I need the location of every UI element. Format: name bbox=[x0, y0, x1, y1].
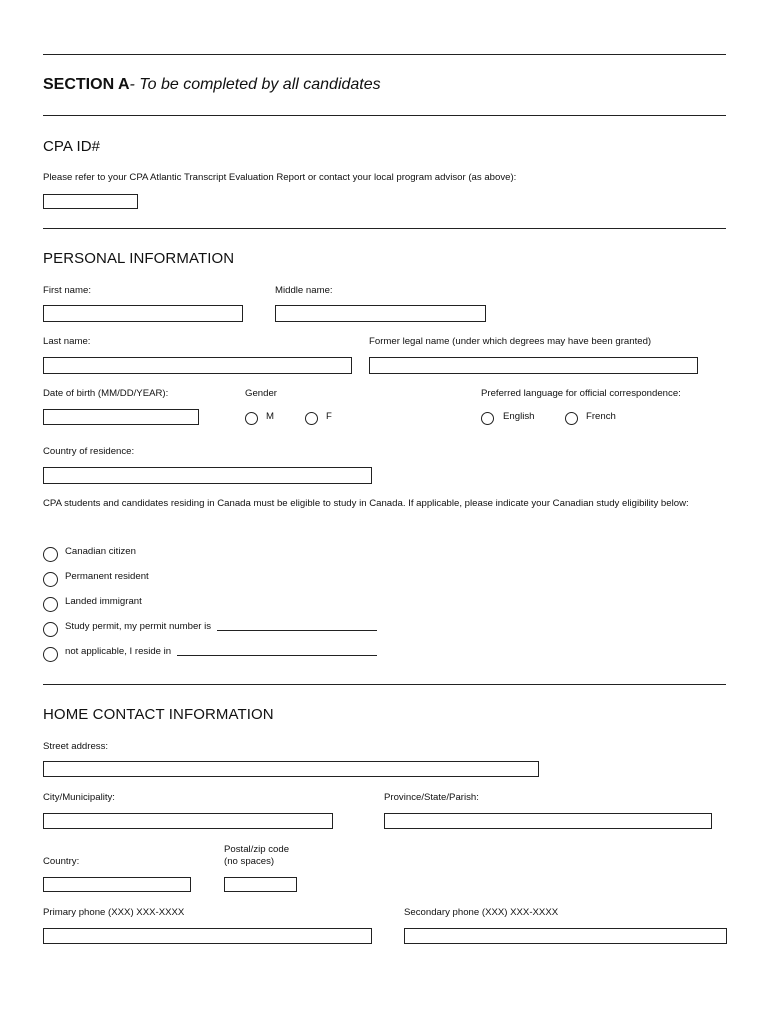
eligibility-na-radio[interactable] bbox=[43, 647, 58, 662]
language-english-radio[interactable] bbox=[481, 412, 494, 425]
home-contact-heading: HOME CONTACT INFORMATION bbox=[43, 706, 274, 723]
province-label: Province/State/Parish: bbox=[384, 792, 479, 803]
street-field[interactable] bbox=[43, 761, 539, 777]
eligibility-permit-label: Study permit, my permit number is bbox=[65, 621, 212, 632]
eligibility-permit-radio[interactable] bbox=[43, 622, 58, 637]
eligibility-text: CPA students and candidates residing in Canada must be eligible to study in Canada. If applicable, please indicate your Canadian study eligibility below: bbox=[43, 498, 689, 509]
country-field[interactable] bbox=[43, 877, 191, 892]
language-french-radio[interactable] bbox=[565, 412, 578, 425]
city-label: City/Municipality: bbox=[43, 792, 115, 803]
eligibility-permanent-label: Permanent resident bbox=[65, 571, 149, 582]
personal-info-heading: PERSONAL INFORMATION bbox=[43, 250, 235, 267]
country-residence-field[interactable] bbox=[43, 467, 372, 484]
language-english-label: English bbox=[503, 411, 535, 422]
cpa-id-field[interactable] bbox=[43, 194, 138, 209]
last-name-label: Last name: bbox=[43, 336, 91, 347]
former-name-label: Former legal name (under which degrees may have been granted) bbox=[369, 336, 652, 347]
section-a-label: SECTION A bbox=[43, 76, 130, 93]
primary-phone-field[interactable] bbox=[43, 928, 372, 944]
city-field[interactable] bbox=[43, 813, 333, 829]
eligibility-citizen-label: Canadian citizen bbox=[65, 546, 136, 557]
cpa-id-heading: CPA ID# bbox=[43, 138, 101, 155]
eligibility-permanent-radio[interactable] bbox=[43, 572, 58, 587]
dob-field[interactable] bbox=[43, 409, 199, 425]
primary-phone-label: Primary phone (XXX) XXX-XXXX bbox=[43, 907, 185, 918]
eligibility-landed-radio[interactable] bbox=[43, 597, 58, 612]
gender-f-radio[interactable] bbox=[305, 412, 318, 425]
section-a-subtitle: - To be completed by all candidates bbox=[129, 76, 381, 93]
gender-f-label: F bbox=[326, 411, 332, 422]
country-residence-label: Country of residence: bbox=[43, 446, 135, 457]
postal-field[interactable] bbox=[224, 877, 297, 892]
street-label: Street address: bbox=[43, 741, 109, 752]
postal-label-line1: Postal/zip code bbox=[224, 844, 290, 855]
first-name-field[interactable] bbox=[43, 305, 243, 322]
permit-number-field[interactable] bbox=[217, 630, 377, 631]
middle-name-label: Middle name: bbox=[275, 285, 333, 296]
postal-label bbox=[224, 844, 289, 868]
secondary-phone-label: Secondary phone (XXX) XXX-XXXX bbox=[404, 907, 559, 918]
first-name-label: First name: bbox=[43, 285, 91, 296]
eligibility-landed-label: Landed immigrant bbox=[65, 596, 142, 607]
middle-name-field[interactable] bbox=[275, 305, 486, 322]
dob-label: Date of birth (MM/DD/YEAR): bbox=[43, 388, 169, 399]
reside-in-field[interactable] bbox=[177, 655, 377, 656]
gender-m-label: M bbox=[266, 411, 274, 422]
divider bbox=[43, 54, 726, 55]
section-a-title bbox=[43, 76, 381, 94]
country-label: Country: bbox=[43, 856, 80, 867]
gender-m-radio[interactable] bbox=[245, 412, 258, 425]
eligibility-citizen-radio[interactable] bbox=[43, 547, 58, 562]
cpa-id-instruction: Please refer to your CPA Atlantic Transcript Evaluation Report or contact your local program advisor (as above): bbox=[43, 172, 517, 183]
divider bbox=[43, 115, 726, 116]
secondary-phone-field[interactable] bbox=[404, 928, 727, 944]
language-french-label: French bbox=[586, 411, 616, 422]
gender-label: Gender bbox=[245, 388, 277, 399]
province-field[interactable] bbox=[384, 813, 712, 829]
eligibility-na-label: not applicable, I reside in bbox=[65, 646, 172, 657]
language-label: Preferred language for official correspondence: bbox=[481, 388, 681, 399]
postal-label-line2: (no spaces) bbox=[224, 856, 275, 867]
divider bbox=[43, 228, 726, 229]
last-name-field[interactable] bbox=[43, 357, 352, 374]
former-name-field[interactable] bbox=[369, 357, 698, 374]
divider bbox=[43, 684, 726, 685]
